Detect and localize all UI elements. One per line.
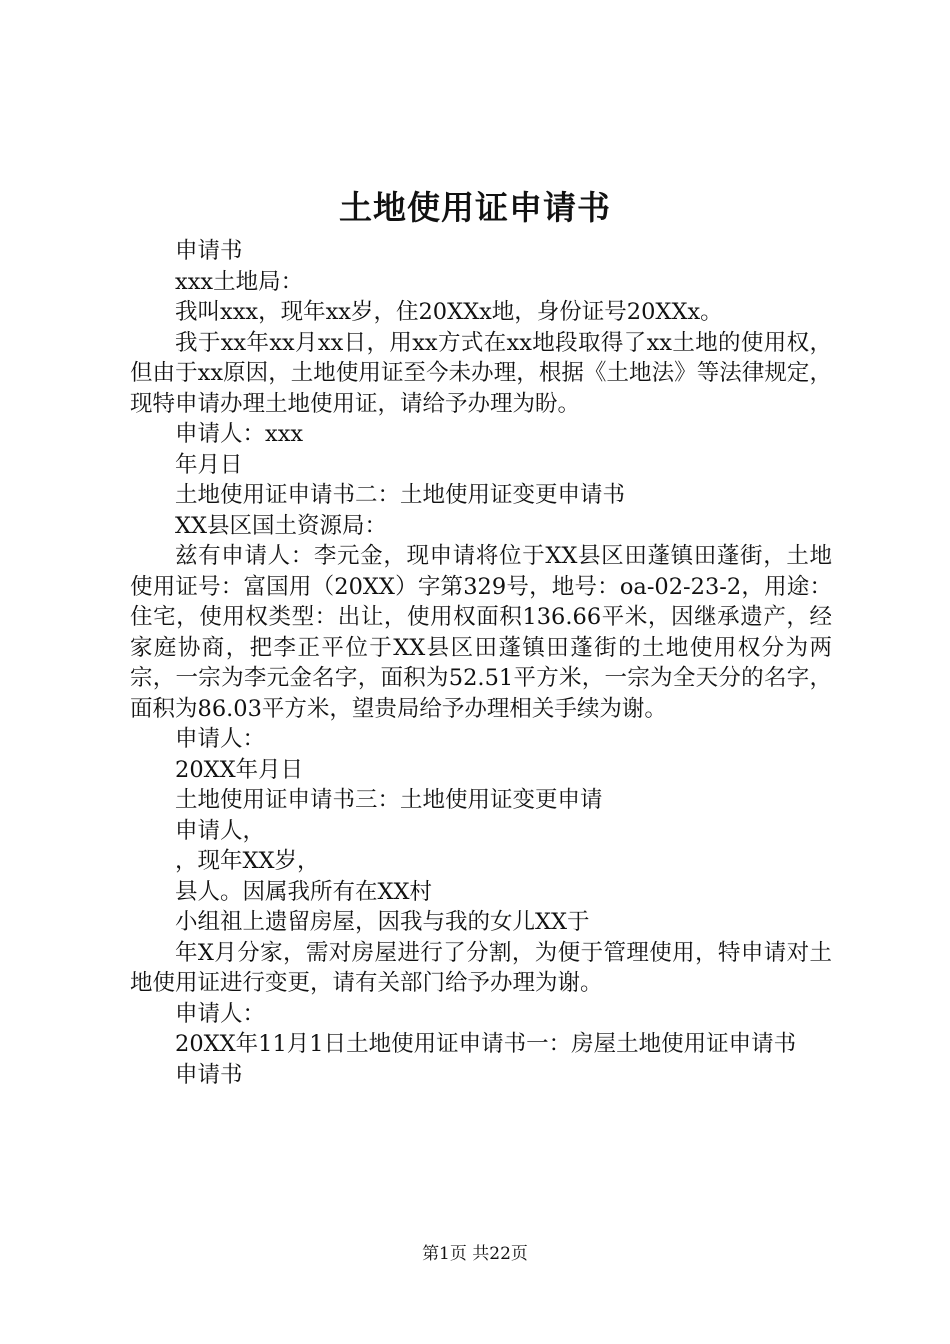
document-body [130,236,832,1090]
paragraph: XX县区国土资源局： [175,512,388,539]
paragraph: 申请人： [175,726,266,752]
paragraph: 申请书 [175,238,243,264]
paragraph: 小组祖上遗留房屋，因我与我的女儿XX于 [175,909,590,935]
paragraph: ，现年XX岁， [175,848,320,874]
document-title: 土地使用证申请书 [339,188,611,227]
paragraph: 20XX年11月1日土地使用证申请书一：房屋土地使用证申请书 [175,1031,797,1057]
paragraph: 年月日 [175,451,243,478]
paragraph: 土地使用证申请书三：土地使用证变更申请 [175,787,603,813]
paragraph: 20XX年月日 [175,756,304,783]
paragraph: 申请书 [175,1061,243,1088]
paragraph: 兹有申请人：李元金，现申请将位于XX县区田蓬镇田蓬街，土地使用证号：富国用（20XX）字第329号，地号：oa-02-23-2，用途：住宅，使用权类型：出让，使用权面积136.66平米，因继承遗产，经家庭协商，把李正平位于XX县区田蓬镇田蓬街的土地使用权分为两宗，一宗为李元金名字，面积为52.51平方米，一宗为全天分的名字，面积为86.03平方米，望贵局给予办理相关手续为谢。 [130,543,832,722]
paragraph: 年X月分家，需对房屋进行了分割，为便于管理使用，特申请对土地使用证进行变更，请有关部门给予办理为谢。 [130,939,832,996]
page-footer [0,1242,950,1266]
paragraph: 申请人， [175,817,266,844]
paragraph: 我叫xxx，现年xx岁，住20XXx地，身份证号20XXx。 [175,299,723,325]
paragraph: 申请人： [175,1000,266,1027]
paragraph: 县人。因属我所有在XX村 [175,878,433,905]
page-indicator: 第1页 共22页 [422,1244,528,1264]
paragraph: 我于xx年xx月xx日，用xx方式在xx地段取得了xx土地的使用权，但由于xx原因，土地使用证至今未办理，根据《土地法》等法律规定，现特申请办理土地使用证，请给予办理为盼。 [130,329,832,417]
paragraph: 申请人：xxx [175,421,304,447]
paragraph: xxx土地局： [175,268,304,295]
paragraph: 土地使用证申请书二：土地使用证变更申请书 [175,482,626,508]
